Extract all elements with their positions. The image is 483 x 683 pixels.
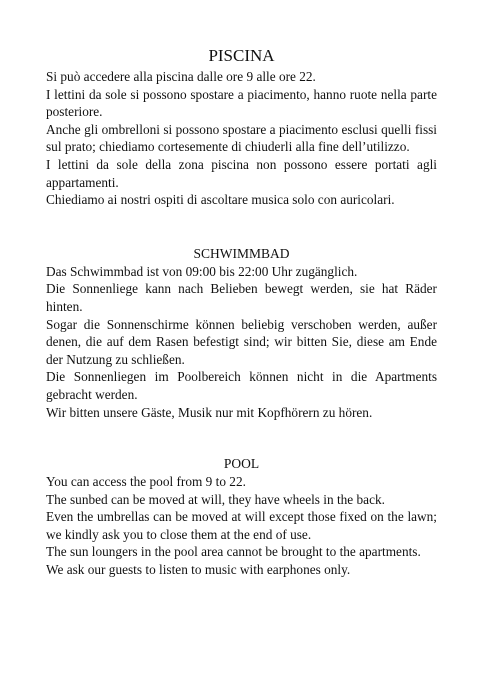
section-german xyxy=(46,245,437,421)
section-title-english: POOL xyxy=(223,456,260,472)
section-title-italian: PISCINA xyxy=(208,46,275,65)
paragraph-en-music: We ask our guests to listen to music with earphones only. xyxy=(46,562,351,578)
document-page xyxy=(46,46,437,579)
section-title-german: SCHWIMMBAD xyxy=(193,245,290,261)
section-italian xyxy=(46,46,437,209)
paragraph-it-opening-hours: Si può accedere alla piscina dalle ore 9 alle ore 22. xyxy=(46,69,316,84)
paragraph-it-music: Chiediamo ai nostri ospiti di ascoltare musica solo con auricolari. xyxy=(46,192,395,208)
paragraph-en-umbrellas: Even the umbrellas can be moved at will except those fixed on the lawn; we kindly ask you to close them at the end of use. xyxy=(46,509,437,542)
paragraph-it-apartments: I lettini da sole della zona piscina non possono essere portati agli appartamenti. xyxy=(46,156,437,190)
paragraph-it-sunbeds: I lettini da sole si possono spostare a piacimento, hanno ruote nella parte posteriore. xyxy=(46,86,437,120)
paragraph-it-umbrellas: Anche gli ombrelloni si possono spostare a piacimento esclusi quelli fissi sul prato; chiediamo cortesemente di chiuderli alla fine dell’utilizzo. xyxy=(46,121,437,155)
paragraph-de-opening-hours: Das Schwimmbad ist von 09:00 bis 22:00 Uhr zugänglich. xyxy=(46,263,358,279)
paragraph-de-music: Wir bitten unsere Gäste, Musik nur mit Kopfhörern zu hören. xyxy=(46,404,373,420)
paragraph-de-umbrellas: Sogar die Sonnenschirme können beliebig verschoben werden, außer denen, die auf dem Rasen befestigt sind; wir bitten Sie, diese am Ende der Nutzung zu schließen. xyxy=(46,316,437,367)
paragraph-en-sunbeds: The sunbed can be moved at will, they have wheels in the back. xyxy=(46,491,385,507)
section-english xyxy=(46,455,437,579)
paragraph-en-opening-hours: You can access the pool from 9 to 22. xyxy=(46,474,246,490)
paragraph-de-apartments: Die Sonnenliegen im Poolbereich können nicht in die Apartments gebracht werden. xyxy=(46,369,437,402)
paragraph-de-sunbeds: Die Sonnenliege kann nach Belieben bewegt werden, sie hat Räder hinten. xyxy=(46,281,437,314)
paragraph-en-apartments: The sun loungers in the pool area cannot be brought to the apartments. xyxy=(46,544,421,560)
